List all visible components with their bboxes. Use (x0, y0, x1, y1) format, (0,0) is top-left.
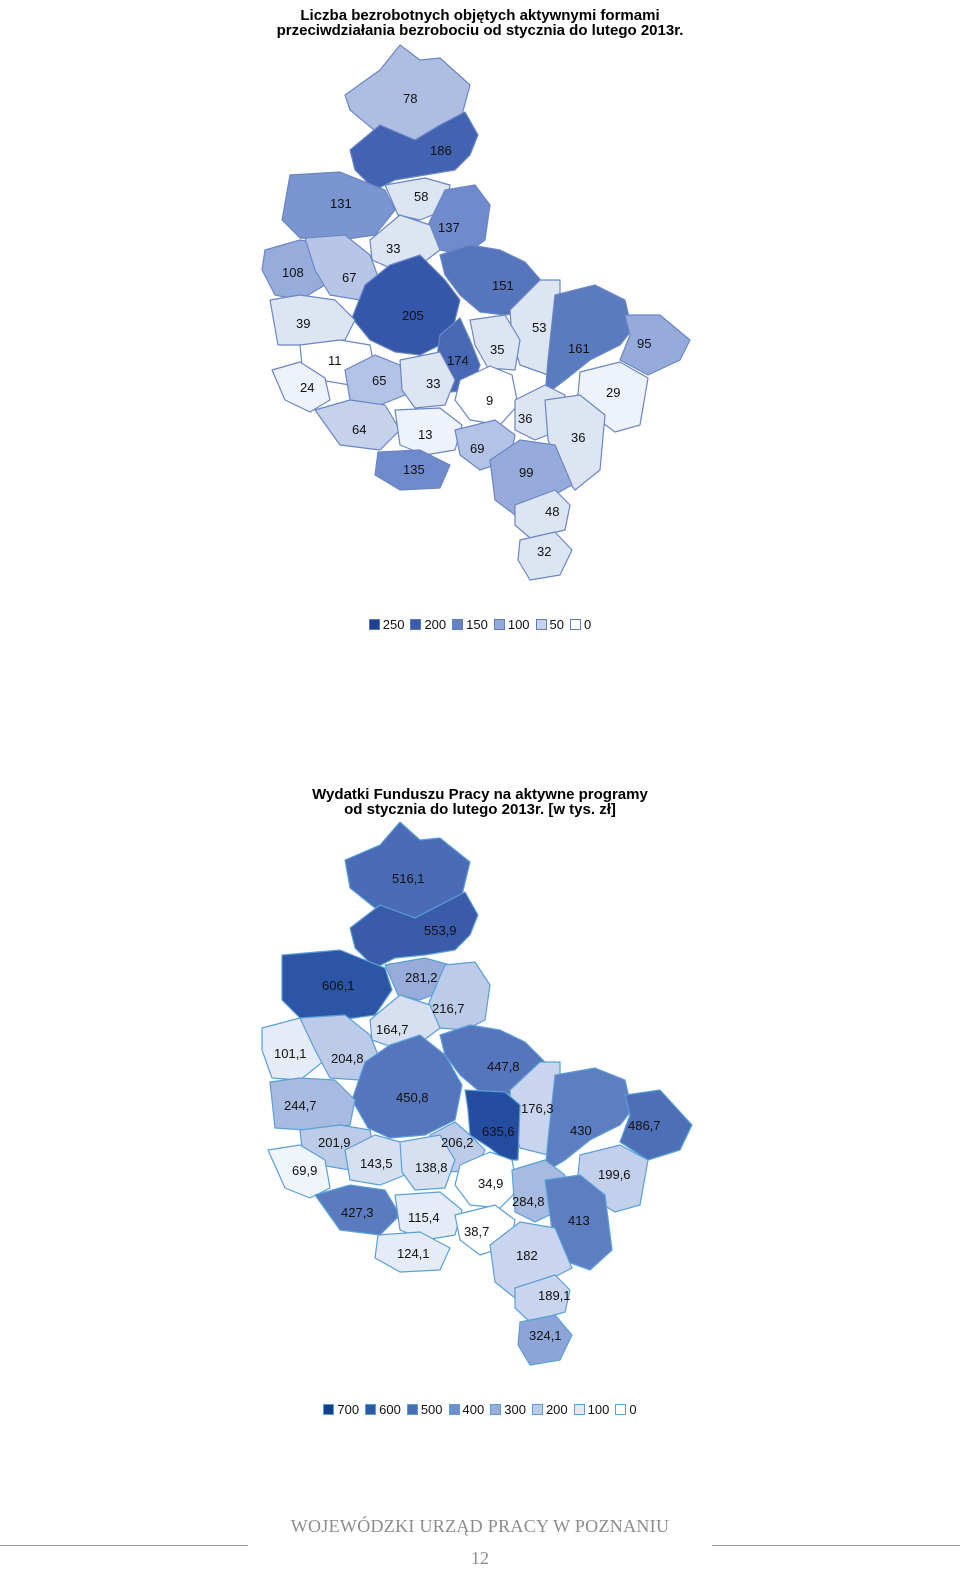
map2-label: 427,3 (341, 1205, 374, 1220)
map2-label: 486,7 (628, 1118, 661, 1133)
map1-label: 35 (490, 342, 505, 357)
map2-label: 115,4 (408, 1210, 440, 1225)
legend-swatch (323, 1404, 334, 1415)
map2-label: 244,7 (284, 1098, 317, 1113)
map2-label: 553,9 (424, 923, 457, 938)
map2-label: 284,8 (512, 1194, 545, 1209)
map2-legend-item (365, 1402, 401, 1417)
legend-label: 200 (424, 617, 447, 632)
legend-swatch (532, 1404, 543, 1415)
legend-swatch (574, 1404, 585, 1415)
map1-label: 135 (403, 462, 425, 477)
legend-label: 0 (629, 1402, 637, 1417)
map2-label: 324,1 (529, 1328, 562, 1343)
map2-legend-item (323, 1402, 359, 1417)
legend-label: 250 (382, 617, 405, 632)
map1-label: 174 (447, 353, 469, 368)
legend-label: 200 (545, 1402, 568, 1417)
map1-label: 29 (606, 385, 621, 400)
legend-label: 700 (337, 1402, 360, 1417)
map1-label: 67 (342, 270, 357, 285)
map1-label: 131 (330, 196, 352, 211)
map2-label: 69,9 (292, 1163, 318, 1178)
map2-label: 101,1 (274, 1046, 307, 1061)
map1-label: 32 (537, 544, 552, 559)
map1-label: 33 (386, 241, 401, 256)
map1-label: 65 (372, 373, 387, 388)
map2-title-line2: od stycznia do lutego 2013r. [w tys. zł] (344, 801, 616, 818)
map1-label: 69 (470, 441, 485, 456)
map2-label: 124,1 (397, 1246, 430, 1261)
map1-label: 36 (571, 430, 586, 445)
map2-legend-item (615, 1402, 636, 1417)
map1-label: 151 (492, 278, 514, 293)
map1-label: 13 (418, 427, 433, 442)
legend-label: 500 (420, 1402, 443, 1417)
map2-label: 38,7 (464, 1224, 490, 1239)
map2-legend-item (574, 1402, 610, 1417)
map2-label: 450,8 (396, 1090, 429, 1105)
map2-label: 606,1 (322, 978, 355, 993)
map2-label: 182 (516, 1248, 538, 1263)
legend-label: 400 (462, 1402, 485, 1417)
map2-label: 516,1 (392, 871, 425, 886)
map1-label: 78 (403, 91, 418, 106)
map2-label: 34,9 (478, 1176, 504, 1191)
legend-label: 150 (466, 617, 488, 632)
map2-label: 413 (568, 1213, 590, 1228)
map1-label: 36 (518, 411, 533, 426)
legend-swatch (490, 1404, 501, 1415)
map1-label: 33 (426, 376, 441, 391)
legend-label: 0 (584, 617, 592, 632)
map1-label: 9 (486, 393, 494, 408)
map2-label: 138,8 (415, 1160, 448, 1175)
legend-swatch (407, 1404, 418, 1415)
legend-label: 50 (549, 617, 565, 632)
map2-title-line1: Wydatki Funduszu Pracy na aktywne programy (312, 786, 648, 803)
map1-label: 108 (282, 265, 304, 280)
map1-title-line2: przeciwdziałania bezrobociu od stycznia do lutego 2013r. (276, 22, 684, 39)
map2-label: 447,8 (487, 1059, 520, 1074)
map1-label: 24 (300, 380, 315, 395)
map2-legend-item (490, 1402, 526, 1417)
map2-label: 430 (570, 1123, 592, 1138)
map2-label: 201,9 (318, 1135, 351, 1150)
map2-legend-item (407, 1402, 443, 1417)
map1-title-line1: Liczba bezrobotnych objętych aktywnymi formami (300, 7, 660, 24)
map2-legend (0, 1402, 960, 1417)
legend-label: 100 (587, 1402, 610, 1417)
map2-label: 199,6 (598, 1167, 631, 1182)
map2-label: 281,2 (405, 970, 438, 985)
map1-label: 161 (568, 341, 590, 356)
footer-rule-left (0, 1545, 248, 1546)
legend-label: 600 (379, 1402, 401, 1417)
legend-label: 100 (507, 617, 530, 632)
legend-swatch (449, 1404, 460, 1415)
legend-swatch (615, 1404, 626, 1415)
map1-label: 53 (532, 320, 547, 335)
legend-label: 300 (504, 1402, 526, 1417)
map2-label: 216,7 (432, 1001, 465, 1016)
map2-label: 143,5 (360, 1156, 393, 1171)
footer-rule-right (712, 1545, 960, 1546)
map2-label: 204,8 (331, 1051, 364, 1066)
map1-label: 186 (430, 143, 452, 158)
map1-label: 205 (402, 308, 424, 323)
map1-label: 39 (296, 316, 311, 331)
map1-label: 99 (519, 465, 534, 480)
map1-label: 58 (414, 189, 429, 204)
map2-label: 176,3 (521, 1101, 554, 1116)
map2-label: 206,2 (441, 1135, 474, 1150)
map1-label: 95 (637, 336, 652, 351)
map1-label: 11 (328, 353, 342, 368)
page-number: 12 (471, 1548, 489, 1568)
map2-label: 189,1 (538, 1288, 571, 1303)
map2-label: 635,6 (482, 1124, 515, 1139)
map1-label: 64 (352, 422, 367, 437)
map2-legend-item (449, 1402, 485, 1417)
map2-label: 164,7 (376, 1022, 409, 1037)
map1-label: 137 (438, 220, 460, 235)
map2-legend-item (532, 1402, 568, 1417)
map1-label: 48 (545, 504, 560, 519)
legend-swatch (365, 1404, 376, 1415)
footer-organization: WOJEWÓDZKI URZĄD PRACY W POZNANIU (290, 1516, 670, 1536)
